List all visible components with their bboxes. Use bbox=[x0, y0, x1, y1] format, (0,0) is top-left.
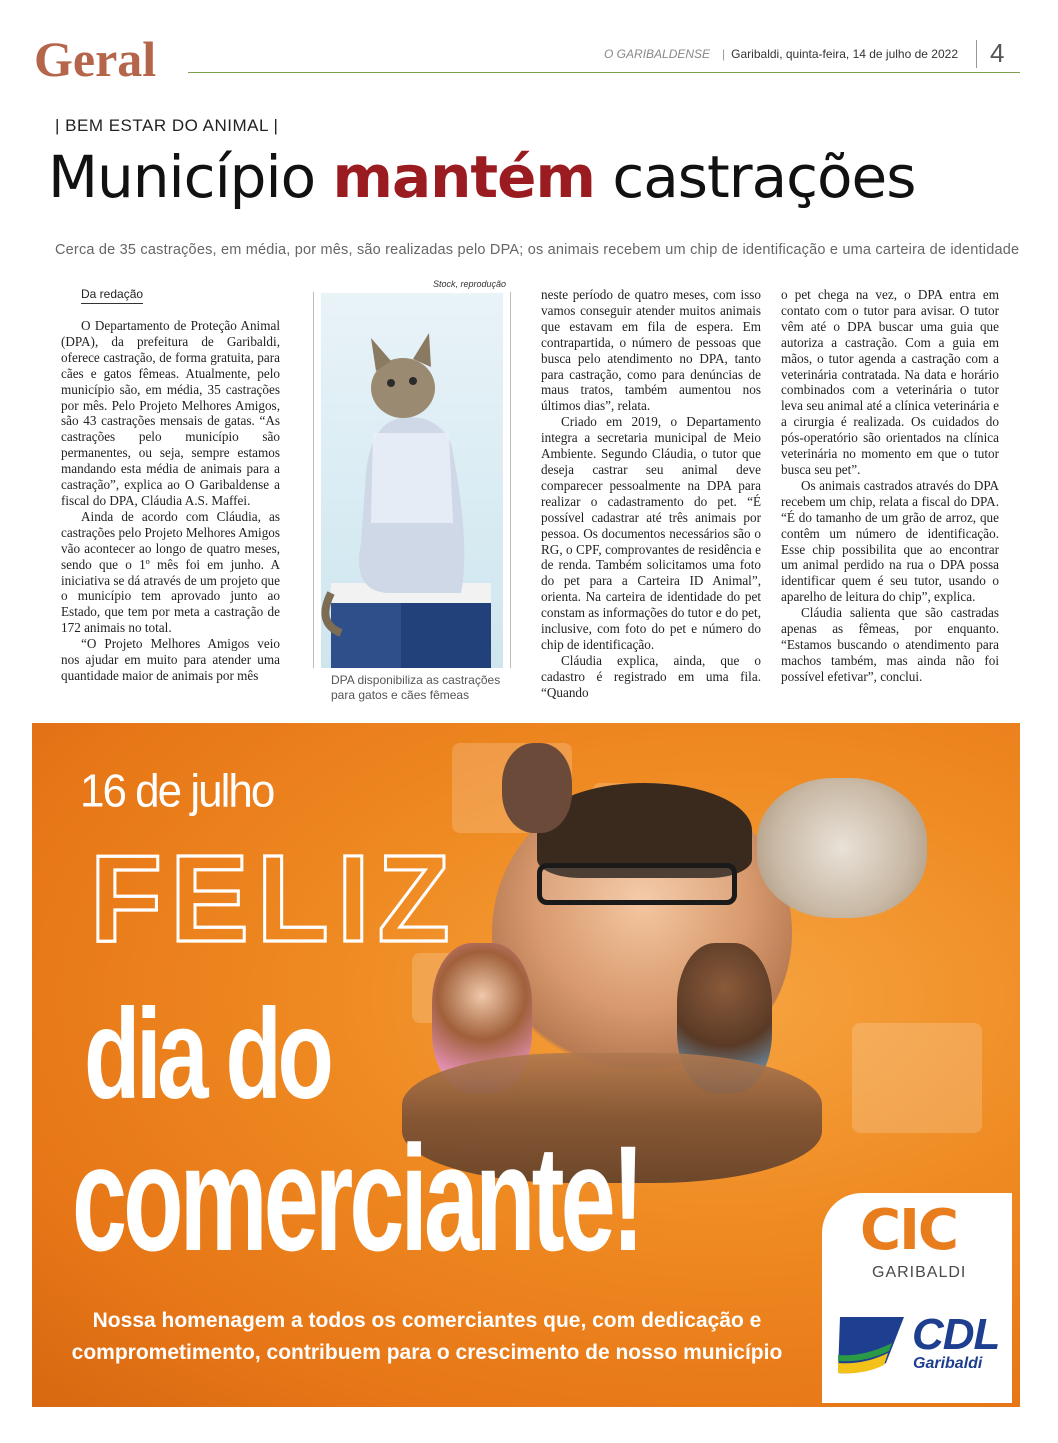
photo-credit: Stock, reprodução bbox=[433, 279, 507, 289]
byline: Da redação bbox=[81, 287, 143, 304]
headline-emphasis: mantém bbox=[332, 143, 595, 211]
publication-name: O GARIBALDENSE bbox=[604, 47, 711, 61]
cat-illustration bbox=[321, 293, 503, 668]
ad-tagline-line-1: Nossa homenagem a todos os comerciantes que, com dedicação e bbox=[92, 1309, 762, 1332]
section-title: Geral bbox=[34, 31, 157, 87]
article-column-3 bbox=[781, 287, 999, 685]
cdl-logo: CDL bbox=[912, 1310, 1000, 1359]
cic-subtitle: GARIBALDI bbox=[872, 1264, 967, 1281]
page-number: 4 bbox=[990, 38, 1005, 68]
cdl-swoosh-icon bbox=[834, 1313, 906, 1379]
place-date: Garibaldi, quinta-feira, 14 de julho de 2022 bbox=[731, 47, 958, 61]
shop-photo bbox=[757, 778, 927, 918]
photo-caption: DPA disponibiliza as castrações para gatos e cães fêmeas bbox=[331, 673, 501, 702]
ad-feliz: FELIZ bbox=[90, 829, 458, 969]
cdl-subtitle: Garibaldi bbox=[913, 1355, 983, 1372]
paragraph: Cláudia salienta que são castradas apenas as fêmeas, por enquanto. “Estamos buscando o atendimento para machos também, mas ainda não foi possível efetivar”, conclui. bbox=[781, 605, 999, 684]
ad-tagline-line-2: comprometimento, contribuem para o crescimento de nosso município bbox=[71, 1341, 783, 1364]
paragraph: Os animais castrados através do DPA recebem um chip, relata a fiscal do DPA. “É do tamanho de um grão de arroz, que contêm um número de identificação. Esse chip possibilita que ao encontrar um animal perdido na rua o DPA possa identificar quem é seu tutor, usando o aparelho de leitura do chip”, explica. bbox=[781, 477, 999, 605]
paragraph: O Departamento de Proteção Animal (DPA), da prefeitura de Garibaldi, oferece castração, de forma gratuita, para cães e gatos fêmeas. Atualmente, pelo município são, em média, 35 castrações por mês. Pelo Projeto Melhores Amigos, são 43 castrações mensais de gatas. “As castrações pelo município são permanentes, ou seja, sempre estamos mandando esta média de animais para a castração”, explica ao O Garibaldense a fiscal do DPA, Cláudia A.S. Maffei. bbox=[61, 318, 280, 508]
ad-comerciante: comerciante! bbox=[72, 1114, 641, 1282]
article-column-1 bbox=[61, 318, 280, 684]
ad-tagline bbox=[52, 1305, 802, 1369]
page-separator bbox=[976, 40, 977, 68]
headline-part-3: castrações bbox=[612, 143, 916, 211]
header-meta: O GARIBALDENSE | Garibaldi, quinta-feira, 14 de julho de 2022 bbox=[604, 47, 958, 61]
ad-date: 16 de julho bbox=[80, 765, 274, 818]
article-subtitle: Cerca de 35 castrações, em média, por mês, são realizadas pelo DPA; os animais recebem um chip de identificação e uma carteira de identidade bbox=[55, 242, 1020, 258]
header-rule bbox=[188, 72, 1020, 73]
article-kicker: | BEM ESTAR DO ANIMAL | bbox=[55, 116, 279, 135]
paragraph: Criado em 2019, o Departamento integra a secretaria municipal de Meio Ambiente. Segundo Cláudia, o tutor que deseja castrar seu animal deve comparecer pessoalmente na DPA para realizar o cadastramento do pet. “É possível cadastrar até três animais por pessoa. Os documentos necessários são o RG, o CPF, comprovantes de residência e de renda. Também solicitamos uma foto do pet para a Carteira ID Animal”, orienta. Na carteira de identidade do pet constam as informações do tutor e do pet, inclusive, com foto do pet e número do chip de identificação. bbox=[541, 414, 761, 652]
paragraph: neste período de quatro meses, com isso vamos conseguir atender muitos animais que estavam em fila de espera. Em contrapartida, o número de pessoas que busca pelo atendimento no DPA, tanto para castração, como para denúncias de maus tratos, também aumentou nos últimos dias”, relata. bbox=[541, 287, 761, 414]
article-headline bbox=[48, 143, 1008, 211]
glasses-icon bbox=[537, 863, 737, 905]
ad-dia-do: dia do bbox=[84, 983, 330, 1126]
headline-part-1: Município bbox=[48, 143, 316, 211]
paragraph: o pet chega na vez, o DPA entra em contato com o tutor para avisar. O tutor vêm até o DPA buscar uma guia que autoriza a castração. Com a guia em mãos, o tutor agenda a castração com a veterinária contratada. Na data e horário combinados com a veterinária o tutor leva seu animal até a clínica veterinária e a cirurgia é realizada. Os cuidados do pós-operatório são orientados na clínica veterinária no momento em que o tutor busca seu pet”. bbox=[781, 287, 999, 477]
portrait-small bbox=[502, 743, 572, 833]
article-column-2 bbox=[541, 287, 761, 701]
paragraph: Ainda de acordo com Cláudia, as castrações pelo Projeto Melhores Amigos vão acontecer ao longo de quatro meses, sendo que o 1º mês foi em junho. A iniciativa se dá através de um projeto que o município tem aprovado junto ao Estado, que tem por meta a castração de 172 animais no total. bbox=[61, 508, 281, 636]
decoration bbox=[852, 1023, 982, 1133]
paragraph: Cláudia explica, ainda, que o cadastro é registrado em uma fila. “Quando bbox=[541, 652, 761, 700]
cat-photo bbox=[321, 293, 503, 668]
paragraph: “O Projeto Melhores Amigos veio nos ajudar em muito para atender uma quantidade maior de animais por mês bbox=[61, 636, 280, 683]
cic-logo: CIC bbox=[860, 1198, 958, 1263]
advertisement bbox=[32, 723, 1020, 1407]
